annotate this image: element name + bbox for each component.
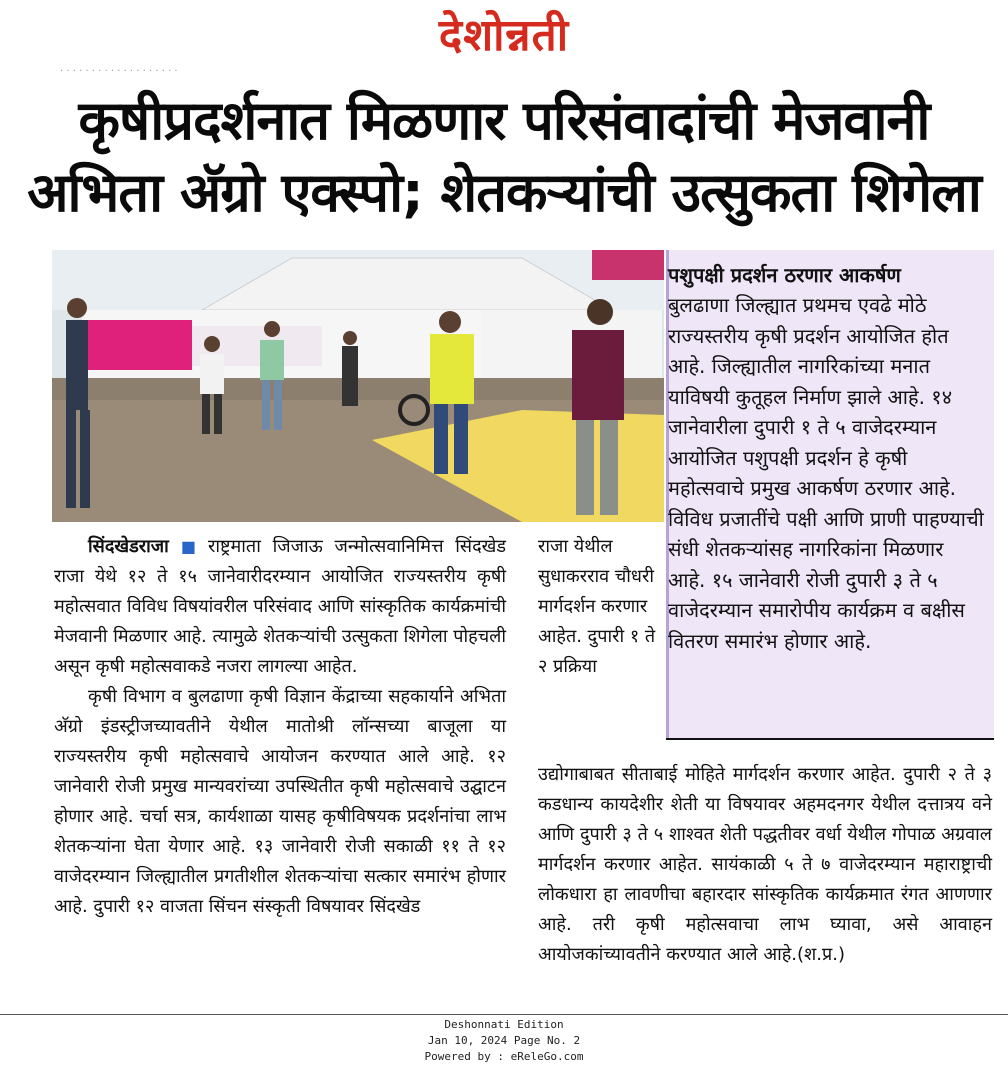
article-main-column (54, 532, 506, 922)
headline-line-1: कृषीप्रदर्शनात मिळणार परिसंवादांची मेजवानी (78, 89, 930, 152)
article-paragraph-1 (54, 532, 506, 682)
dateline: सिंदखेडराजा (88, 536, 169, 557)
article-paragraph-2: कृषी विभाग व बुलढाणा कृषी विज्ञान केंद्राच्या सहकार्याने अभिता अ‍ॅग्रो इंडस्ट्रीजच्यावतीने येथील मातोश्री लॉन्सच्या बाजूला या राज्यस्तरीय कृषी महोत्सवाचे आयोजन करण्यात आले आहे. १२ जानेवारी रोजी प्रमुख मान्यवरांच्या उपस्थितीत कृषी महोत्सवाचे उद्घाटन होणार आहे. चर्चा सत्र, कार्यशाळा यासह कृषीविषयक प्रदर्शनांचा लाभ शेतकऱ्यांना घेता येणार आहे. १३ जानेवारी रोजी सकाळी ११ ते १२ वाजेदरम्यान जिल्ह्यातील प्रगतीशील शेतकऱ्यांचा सत्कार समारंभ होणार आहे. दुपारी १२ वाजता सिंचन संस्कृती विषयावर सिंदखेड (54, 686, 506, 917)
news-photo (52, 250, 664, 522)
article-wide-column: उद्योगाबाबत सीताबाई मोहिते मार्गदर्शन करणार आहेत. दुपारी २ ते ३ कडधान्य कायदेशीर शेती या विषयावर अहमदनगर येथील दत्तात्रय वने आणि दुपारी ३ ते ५ शाश्वत शेती पद्धतीवर वर्धा येथील गोपाळ अग्रवाल मार्गदर्शन करणार आहेत. सायंकाळी ५ ते ७ वाजेदरम्यान महाराष्ट्राची लोकधारा हा लावणीचा बहारदार सांस्कृतिक कार्यक्रमात रंगत आणणार आहे. तरी कृषी महोत्सवाचा लाभ घ्यावा, असे आवाहन आयोजकांच्यावतीने करण्यात आले आहे.(श.प्र.) (538, 764, 992, 965)
footer-date-page: Jan 10, 2024 Page No. 2 (427, 1034, 581, 1047)
dateline-bullet-icon: ■ (174, 537, 202, 556)
footer-edition: Deshonnati Edition (444, 1018, 564, 1031)
sidebar-bottom-rule (666, 738, 994, 740)
footer-rule (0, 1014, 1008, 1015)
footer-powered-by: Powered by : eReleGo.com (424, 1050, 584, 1063)
sidebar-title: पशुपक्षी प्रदर्शन ठरणार आकर्षण (668, 263, 901, 287)
faded-previous-text: · · · · · · · · · · · · · · · · · · · (60, 66, 178, 77)
sidebar-text: बुलढाणा जिल्ह्यात प्रथमच एवढे मोठे राज्यस्तरीय कृषी प्रदर्शन आयोजित होत आहे. जिल्ह्यातील नागरिकांच्या मनात याविषयी कुतूहल निर्माण झाले आहे. १४ जानेवारीला दुपारी १ ते ५ वाजेदरम्यान आयोजित पशुपक्षी प्रदर्शन हे कृषी महोत्सवाचे प्रमुख आकर्षण ठरणार आहे. विविध प्रजातींचे पक्षी आणि प्राणी पाहण्याची संधी शेतकऱ्यांसह नागरिकांना मिळणार आहे. १५ जानेवारी रोजी दुपारी ३ ते ५ वाजेदरम्यान समारोपीय कार्यक्रम व बक्षीस वितरण समारंभ होणार आहे. (668, 293, 984, 653)
article-narrow-column: राजा येथील सुधाकरराव चौधरी मार्गदर्शन करणार आहेत. दुपारी १ ते २ प्रक्रिया (538, 536, 656, 677)
headline-line-2: अभिता अ‍ॅग्रो एक्स्पो; शेतकऱ्यांची उत्सुकता शिगेला (27, 161, 981, 224)
article-para1-text: राष्ट्रमाता जिजाऊ जन्मोत्सवानिमित्त सिंदखेड राजा येथे १२ ते १५ जानेवारीदरम्यान आयोजित राज्यस्तरीय कृषी महोत्सवात विविध विषयांवरील परिसंवाद आणि सांस्कृतिक कार्यक्रमांची मेजवानी मिळणार आहे. त्यामुळे शेतकऱ्यांची उत्सुकता शिगेला पोहचली असून कृषी महोत्सवाकडे नजरा लागल्या आहेत. (54, 536, 506, 677)
masthead-logo: देशोन्नती (438, 10, 570, 61)
